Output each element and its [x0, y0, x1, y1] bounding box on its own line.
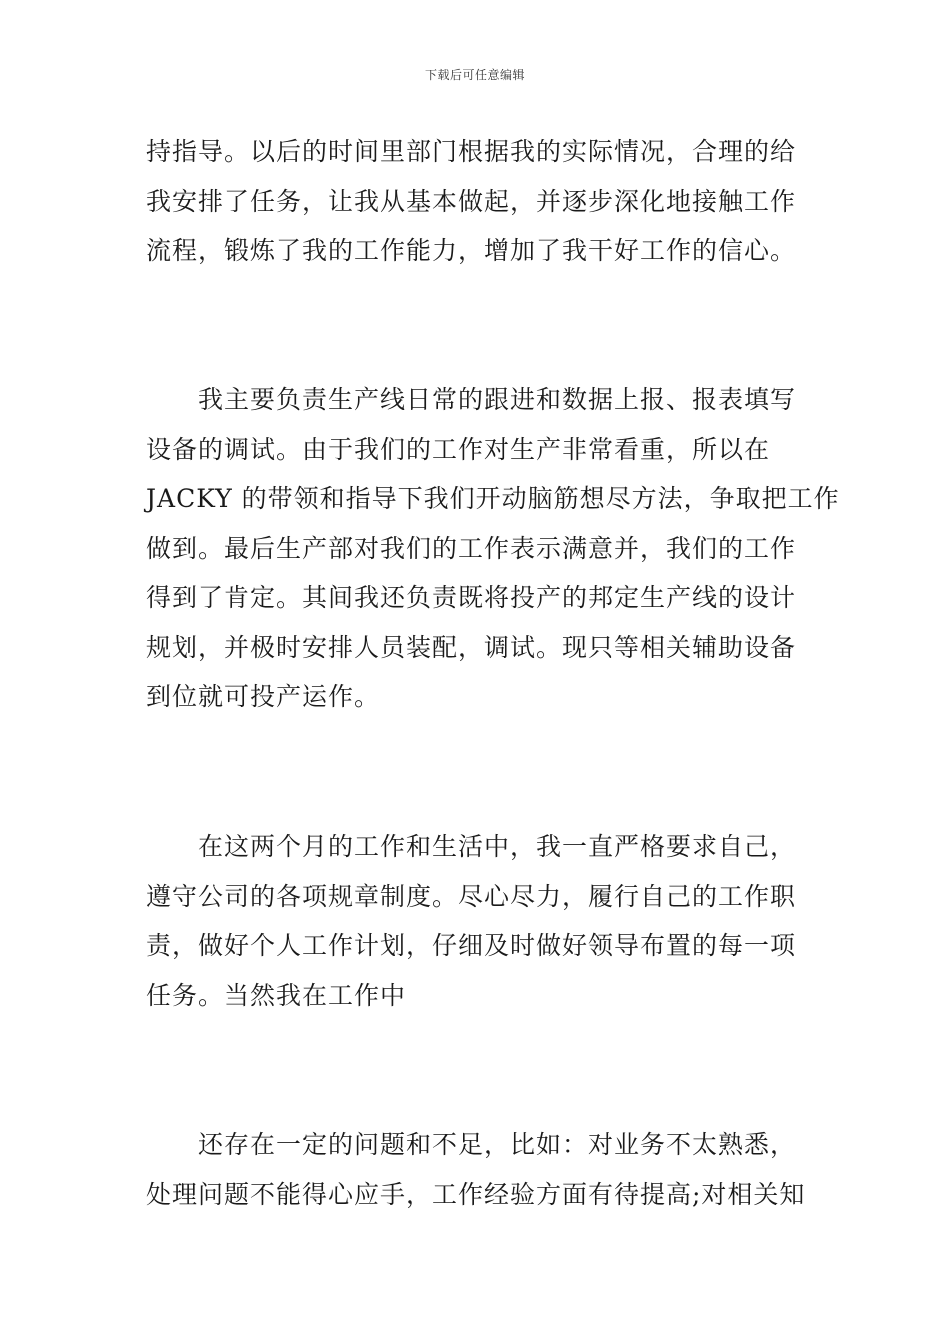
text-line: 责，做好个人工作计划，仔细及时做好领导布置的每一项	[146, 931, 797, 960]
text-line: 遵守公司的各项规章制度。尽心尽力，履行自己的工作职	[146, 881, 797, 911]
text-line: 处理问题不能得心应手，工作经验方面有待提高;对相关知	[146, 1179, 806, 1209]
paragraph-3	[146, 822, 808, 1020]
text-line: 任务。当然我在工作中	[146, 980, 407, 1010]
text-line: 流程，锻炼了我的工作能力，增加了我干好工作的信心。	[146, 236, 797, 265]
text-line: 持指导。以后的时间里部门根据我的实际情况，合理的给	[146, 137, 797, 166]
text-line: JACKY 的带领和指导下我们开动脑筋想尽方法，争取把工作	[146, 484, 840, 513]
text-line: 做到。最后生产部对我们的工作表示满意并，我们的工作	[146, 533, 797, 563]
paragraph-2	[146, 375, 840, 722]
page-header: 下载后可任意编辑	[424, 68, 525, 82]
text-line: 我安排了任务，让我从基本做起，并逐步深化地接触工作	[146, 186, 797, 216]
text-line: 设备的调试。由于我们的工作对生产非常看重，所以在	[146, 434, 771, 464]
text-line: 得到了肯定。其间我还负责既将投产的邦定生产线的设计	[146, 583, 797, 612]
text-line: 在这两个月的工作和生活中，我一直严格要求自己，	[198, 832, 797, 861]
text-line: 还存在一定的问题和不足，比如：对业务不太熟悉，	[198, 1130, 797, 1159]
paragraph-4	[146, 1120, 808, 1219]
paragraph-1	[146, 127, 808, 276]
text-line: 到位就可投产运作。	[146, 682, 381, 711]
text-line: 规划，并极时安排人员装配，调试。现只等相关辅助设备	[146, 632, 797, 662]
text-line: 我主要负责生产线日常的跟进和数据上报、报表填写	[198, 385, 797, 414]
